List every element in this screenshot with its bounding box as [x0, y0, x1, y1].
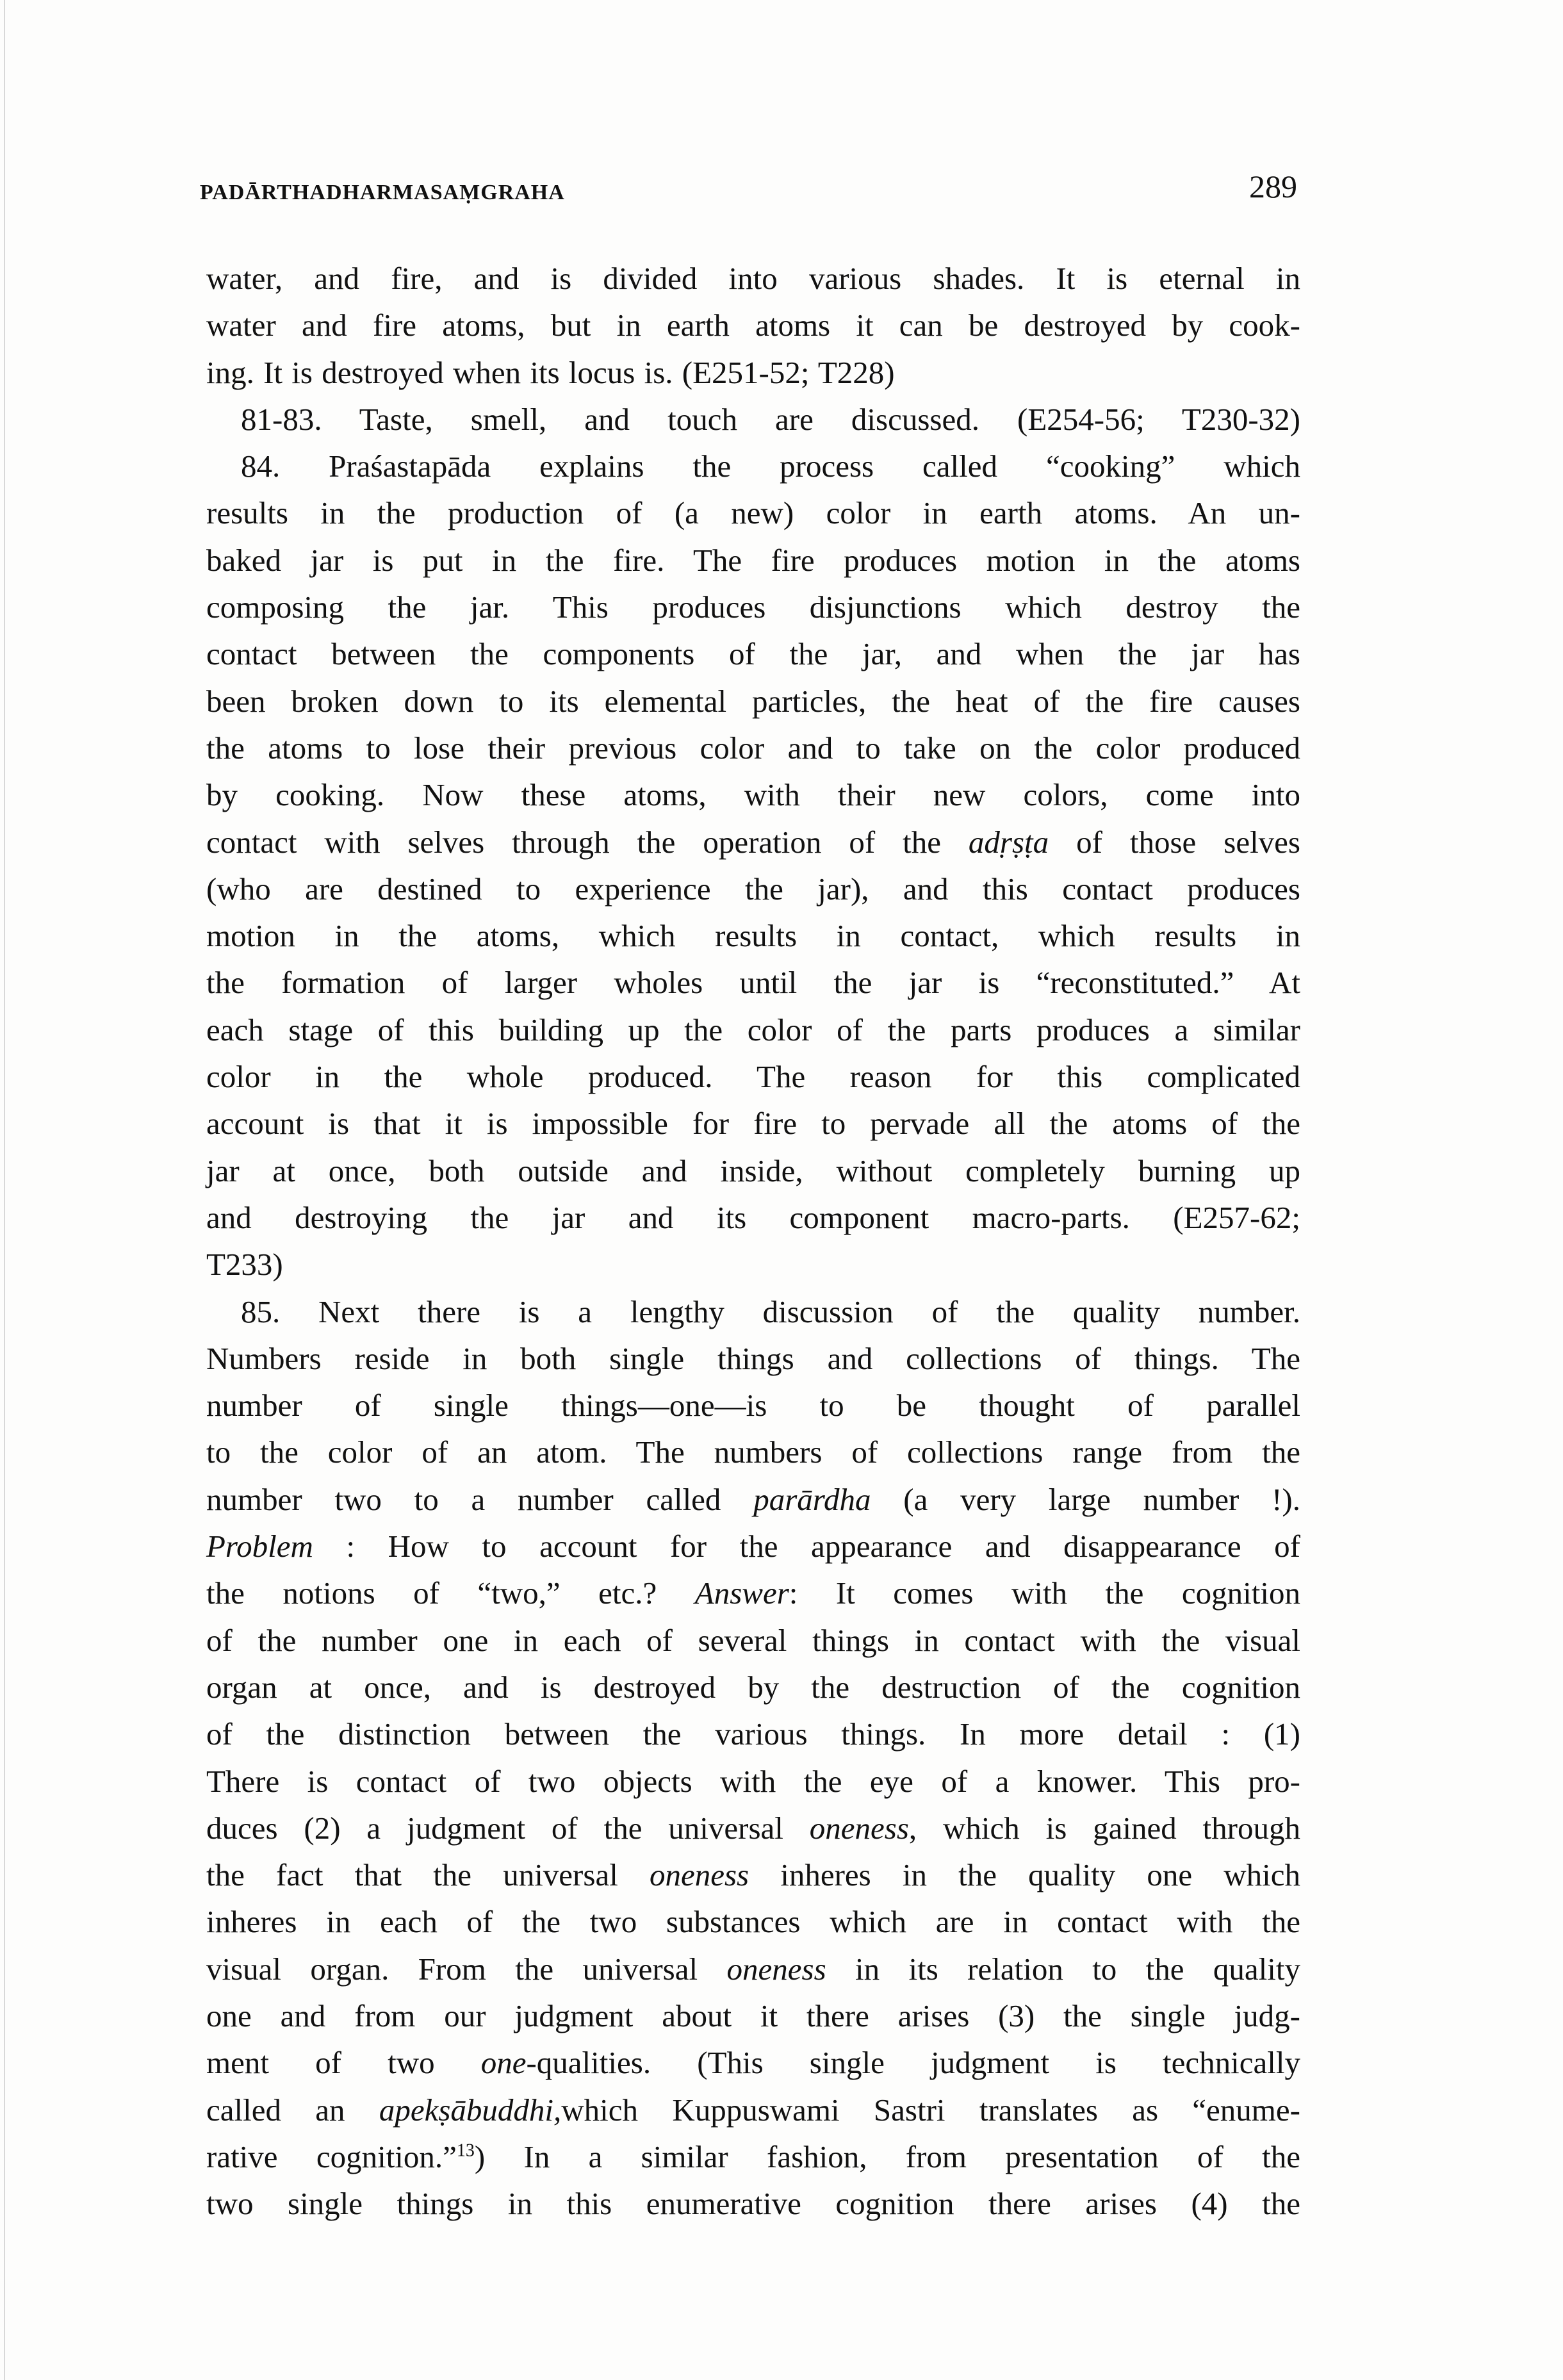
text-segment: called an — [206, 2092, 379, 2128]
text-line — [206, 1664, 1300, 1711]
text-segment: : It comes with the cognition — [789, 1575, 1300, 1611]
text-segment: water and fire atoms, but in earth atoms it can be destroyed by cook- — [206, 308, 1300, 343]
italic-term: parārdha — [753, 1481, 871, 1517]
text-line — [206, 349, 1300, 396]
text-line — [206, 1288, 1300, 1335]
text-line — [206, 1898, 1300, 1945]
text-line — [206, 584, 1300, 630]
text-segment: two single things in this enumerative cognition there arises (4) the — [206, 2186, 1300, 2222]
text-line — [206, 1523, 1300, 1570]
text-line — [206, 771, 1300, 818]
text-line — [206, 866, 1300, 912]
text-segment: duces (2) a judgment of the universal — [206, 1810, 810, 1846]
text-segment: visual organ. From the universal — [206, 1951, 727, 1987]
text-segment: ) In a similar fashion, from presentation of the — [474, 2138, 1301, 2174]
text-segment: results in the production of (a new) color in earth atoms. An un- — [206, 495, 1300, 531]
text-segment: water, and fire, and is divided into various shades. It is eternal in — [206, 261, 1300, 296]
italic-term: oneness — [649, 1857, 749, 1893]
text-line — [206, 2087, 1300, 2133]
text-line — [206, 1100, 1300, 1147]
text-segment: the formation of larger wholes until the jar is “reconstituted.” At — [206, 965, 1300, 1001]
text-line — [206, 1335, 1300, 1382]
page-number: 289 — [1249, 168, 1297, 204]
text-line — [206, 630, 1300, 677]
scan-edge-line — [4, 0, 5, 2380]
text-segment: T233) — [206, 1247, 283, 1283]
italic-term: oneness — [726, 1951, 826, 1987]
text-segment: Numbers reside in both single things and collections of things. The — [206, 1340, 1300, 1376]
text-segment: of the number one in each of several things in contact with the visual — [206, 1622, 1300, 1658]
text-line — [206, 2180, 1300, 2227]
text-segment: -qualities. (This single judgment is technically — [526, 2045, 1300, 2081]
text-line — [206, 396, 1300, 443]
text-line — [206, 678, 1300, 725]
text-line — [206, 1382, 1300, 1429]
footnote-marker: 13 — [456, 2140, 475, 2161]
text-segment: inheres in the quality one which — [749, 1857, 1300, 1893]
text-line — [206, 959, 1300, 1006]
text-line — [206, 1429, 1300, 1475]
text-line — [206, 2039, 1300, 2086]
italic-term: Problem — [206, 1529, 313, 1564]
text-segment: baked jar is put in the fire. The fire produces motion in the atoms — [206, 542, 1300, 578]
text-segment: contact between the components of the jar, and when the jar has — [206, 636, 1300, 672]
text-line — [206, 1194, 1300, 1241]
text-segment: ment of two — [206, 2045, 481, 2081]
text-segment: contact with selves through the operation of the — [206, 824, 969, 860]
text-line — [206, 912, 1300, 959]
text-segment: : How to account for the appearance and disappearance of — [313, 1529, 1300, 1564]
text-line — [206, 443, 1300, 489]
text-segment: of those selves — [1049, 824, 1300, 860]
italic-term: adṛṣṭa — [968, 824, 1049, 860]
text-line — [206, 819, 1300, 866]
text-line — [206, 1476, 1300, 1523]
text-segment: color in the whole produced. The reason for this complicated — [206, 1059, 1300, 1095]
text-segment: (a very large number !). — [871, 1481, 1300, 1517]
text-segment: composing the jar. This produces disjunctions which destroy the — [206, 589, 1300, 625]
text-line — [206, 1053, 1300, 1100]
text-segment: There is contact of two objects with the eye of a knower. This pro- — [206, 1763, 1300, 1799]
text-segment: motion in the atoms, which results in contact, which results in — [206, 918, 1300, 954]
running-head: PADĀRTHADHARMASAṂGRAHA — [200, 181, 565, 204]
text-segment: the atoms to lose their previous color and to take on the color produced — [206, 730, 1300, 766]
text-segment: ing. It is destroyed when its locus is. (E251-52; T228) — [206, 354, 895, 390]
italic-term: one — [480, 2045, 527, 2081]
text-segment: number of single things—one—is to be thought of parallel — [206, 1388, 1300, 1424]
text-segment: (who are destined to experience the jar), and this contact produces — [206, 871, 1300, 907]
italic-term: oneness — [809, 1810, 909, 1846]
text-line — [206, 2133, 1300, 2180]
text-line — [206, 1946, 1300, 1992]
text-line — [206, 1570, 1300, 1616]
text-line — [206, 1758, 1300, 1805]
text-segment: , which is gained through — [908, 1810, 1300, 1846]
text-segment: and destroying the jar and its component macro-parts. (E257-62; — [206, 1199, 1300, 1235]
text-segment: inheres in each of the two substances which are in contact with the — [206, 1904, 1300, 1940]
text-line — [206, 1711, 1300, 1757]
text-segment: been broken down to its elemental particles, the heat of the fire causes — [206, 683, 1300, 719]
text-segment: 85. Next there is a lengthy discussion of the quality number. — [241, 1293, 1300, 1329]
text-line — [206, 1147, 1300, 1194]
text-line — [206, 1805, 1300, 1851]
text-segment: number two to a number called — [206, 1481, 754, 1517]
text-segment: by cooking. Now these atoms, with their new colors, come into — [206, 777, 1300, 813]
text-segment: in its relation to the quality — [826, 1951, 1300, 1987]
text-segment: one and from our judgment about it there arises (3) the single judg- — [206, 1998, 1300, 2033]
text-line — [206, 1241, 1300, 1288]
text-segment: the fact that the universal — [206, 1857, 650, 1893]
text-segment: of the distinction between the various things. In more detail : (1) — [206, 1716, 1300, 1752]
text-segment: account is that it is impossible for fire to pervade all the atoms of the — [206, 1106, 1300, 1142]
text-segment: 84. Praśastapāda explains the process called “cooking” which — [241, 448, 1300, 484]
text-segment: 81-83. Taste, smell, and touch are discussed. (E254-56; T230-32) — [241, 401, 1300, 437]
text-segment: organ at once, and is destroyed by the destruction of the cognition — [206, 1669, 1300, 1705]
text-line — [206, 255, 1300, 302]
text-line — [206, 1006, 1300, 1053]
italic-term: apekṣābuddhi, — [379, 2092, 562, 2128]
text-line — [206, 302, 1300, 349]
text-segment: the notions of “two,” etc.? — [206, 1575, 695, 1611]
text-segment: which Kuppuswami Sastri translates as “enume- — [561, 2092, 1300, 2128]
text-segment: to the color of an atom. The numbers of collections range from the — [206, 1434, 1300, 1470]
text-segment: each stage of this building up the color of the parts produces a similar — [206, 1012, 1300, 1047]
text-segment: rative cognition.” — [206, 2138, 457, 2174]
italic-term: Answer — [694, 1575, 789, 1611]
text-line — [206, 725, 1300, 771]
body-text — [206, 255, 1300, 2227]
text-line — [206, 1617, 1300, 1664]
text-line — [206, 1851, 1300, 1898]
text-segment: jar at once, both outside and inside, without completely burning up — [206, 1153, 1300, 1188]
text-line — [206, 1992, 1300, 2039]
text-line — [206, 489, 1300, 536]
text-line — [206, 537, 1300, 584]
